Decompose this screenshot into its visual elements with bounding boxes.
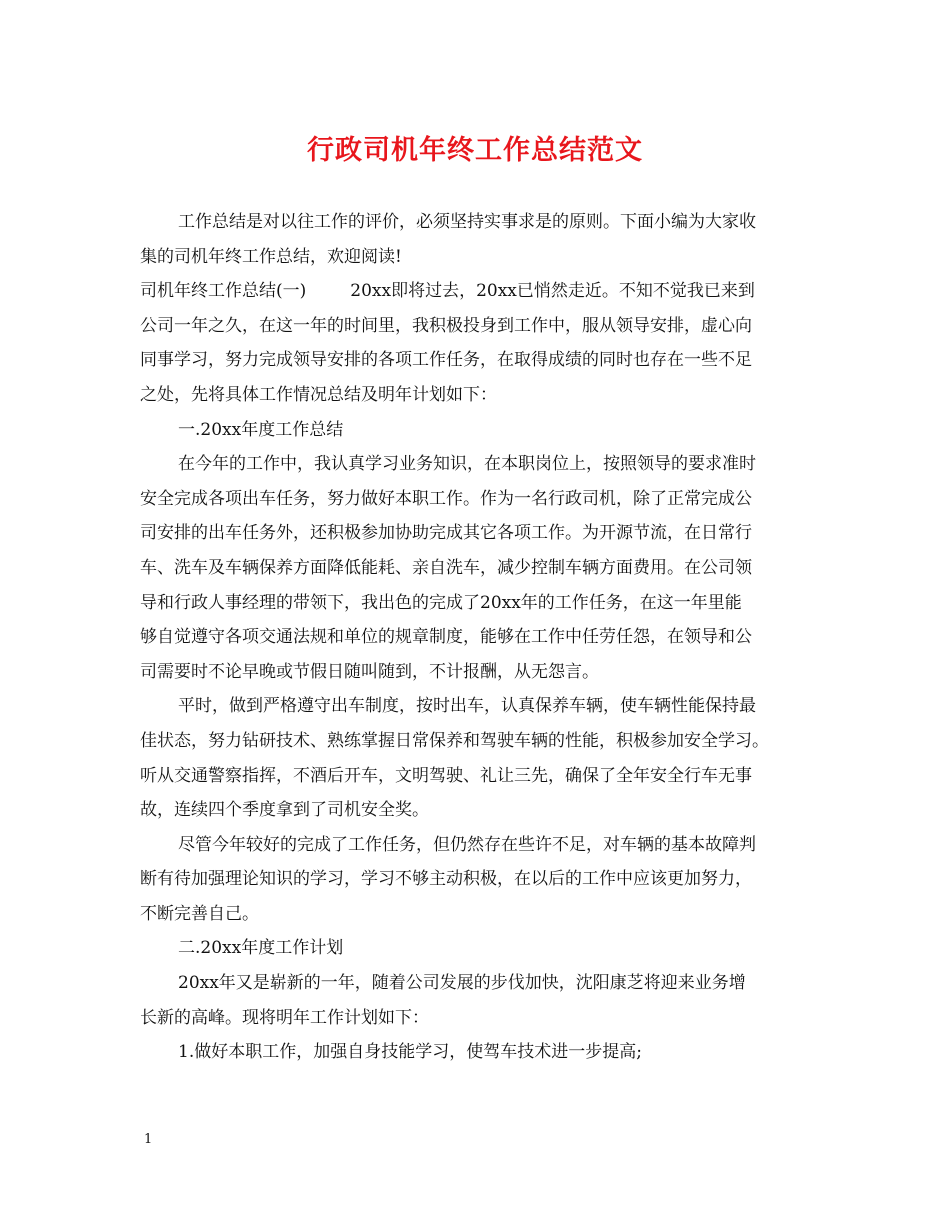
text-line: 车、洗车及车辆保养方面降低能耗、亲自洗车，减少控制车辆方面费用。在公司领 [140, 557, 752, 578]
text-line: 公司一年之久，在这一年的时间里，我积极投身到工作中，服从领导安排，虚心向 [140, 315, 752, 336]
text-line: 佳状态，努力钻研技术、熟练掌握日常保养和驾驶车辆的性能，积极参加安全学习。 [140, 730, 769, 751]
document-title: 行政司机年终工作总结范文 [307, 135, 643, 166]
text-line: 司安排的出车任务外，还积极参加协助完成其它各项工作。为开源节流，在日常行 [140, 523, 752, 544]
text-line: 20xx年又是崭新的一年，随着公司发展的步伐加快，沈阳康芝将迎来业务增 [178, 973, 746, 994]
text-line: 故，连续四个季度拿到了司机安全奖。 [140, 800, 429, 821]
text-line: 安全完成各项出车任务，努力做好本职工作。作为一名行政司机，除了正常完成公 [140, 488, 752, 509]
text-line: 不断完善自己。 [140, 903, 259, 924]
section-heading: 一.20xx年度工作总结 [178, 419, 344, 440]
text-line: 工作总结是对以往工作的评价，必须坚持实事求是的原则。下面小编为大家收 [178, 212, 756, 232]
text-line: 导和行政人事经理的带领下，我出色的完成了20xx年的工作任务，在这一年里能 [140, 592, 742, 613]
page-number: 1 [144, 1132, 153, 1147]
text-line: 听从交通警察指挥，不酒后开车，文明驾驶、礼让三先，确保了全年安全行车无事 [140, 765, 752, 786]
section-heading: 司机年终工作总结(一) [140, 281, 307, 302]
text-line: 长新的高峰。现将明年工作计划如下： [140, 1007, 429, 1028]
text-line [140, 274, 820, 309]
text-line: 1.做好本职工作，加强自身技能学习，使驾车技术进一步提高; [178, 1042, 642, 1063]
text-line: 在今年的工作中，我认真学习业务知识，在本职岗位上，按照领导的要求准时 [178, 454, 756, 475]
text-line: 司需要时不论早晚或节假日随叫随到，不计报酬，从无怨言。 [140, 661, 599, 682]
text-line: 之处，先将具体工作情况总结及明年计划如下： [140, 384, 497, 405]
text-line: 平时，做到严格遵守出车制度，按时出车，认真保养车辆，使车辆性能保持最 [178, 696, 756, 717]
section-heading: 二.20xx年度工作计划 [178, 938, 344, 959]
text-line: 尽管今年较好的完成了工作任务，但仍然存在些许不足，对车辆的基本故障判 [178, 834, 756, 855]
text-line: 集的司机年终工作总结，欢迎阅读! [140, 246, 402, 267]
text-line-continuation: 20xx即将过去，20xx已悄然走近。不知不觉我已来到 [350, 281, 755, 302]
text-line: 够自觉遵守各项交通法规和单位的规章制度，能够在工作中任劳任怨，在领导和公 [140, 627, 752, 648]
document-body [140, 205, 820, 1070]
text-line: 断有待加强理论知识的学习，学习不够主动积极，在以后的工作中应该更加努力， [140, 869, 752, 890]
text-line: 同事学习，努力完成领导安排的各项工作任务，在取得成绩的同时也存在一些不足 [140, 350, 752, 371]
